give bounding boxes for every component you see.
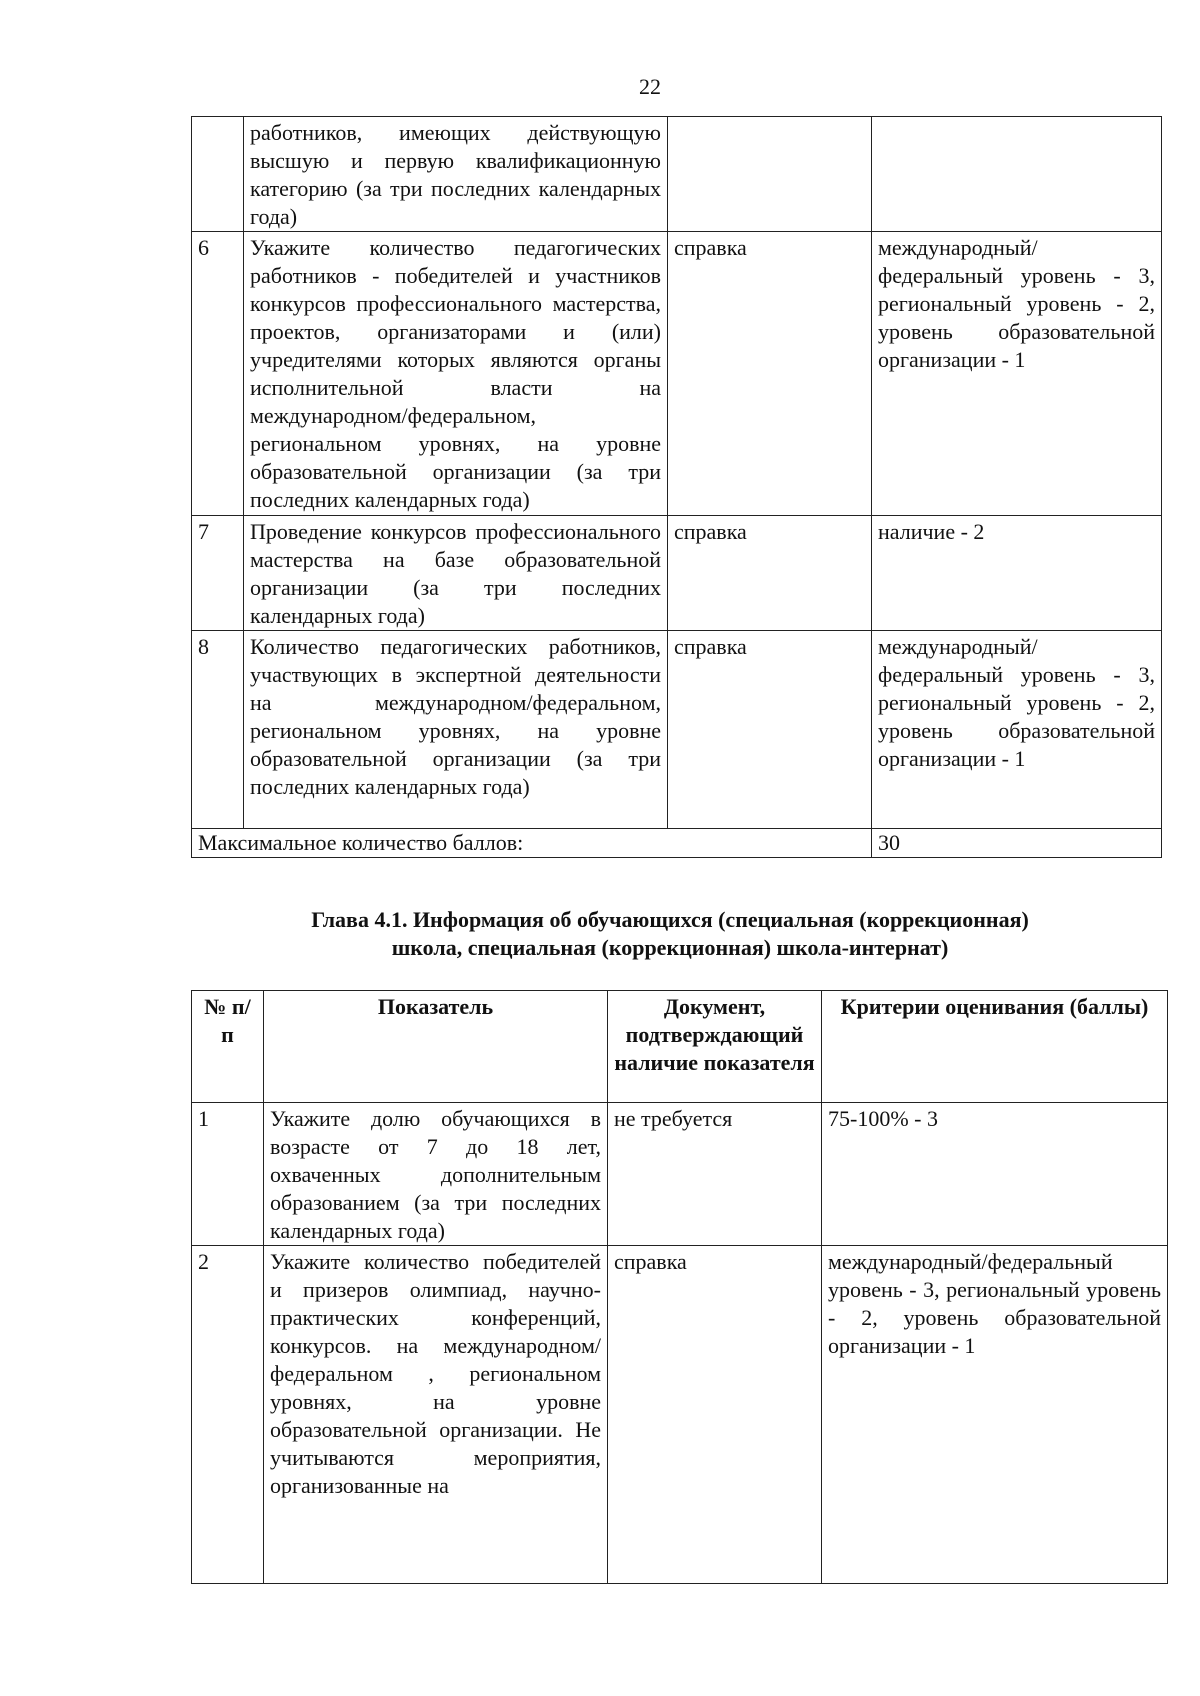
header-number: № п/п <box>192 991 264 1103</box>
table-row <box>192 1103 1168 1246</box>
table-row <box>192 631 1162 829</box>
document-cell: справка <box>668 516 872 631</box>
row-number: 7 <box>192 516 244 631</box>
header-criteria: Критерии оценивания (баллы) <box>822 991 1168 1103</box>
chapter-title <box>220 906 1120 962</box>
document-cell: справка <box>668 631 872 829</box>
row-number: 1 <box>192 1103 264 1246</box>
table-row <box>192 1246 1168 1584</box>
chapter-title-line-1: Глава 4.1. Информация об обучающихся (специальная (коррекционная) <box>311 907 1029 932</box>
row-number: 8 <box>192 631 244 829</box>
page-number: 22 <box>639 74 661 99</box>
criteria-cell <box>872 117 1162 232</box>
indicator-cell: Укажите количество педагогических работников - победителей и участников конкурсов профессионального мастерства, проектов, организаторами и (или) учредителями которых являются органы исполнительной власти на международном/федеральном, региональном уровнях, на уровне образовательной организации (за три последних календарных года) <box>244 232 668 516</box>
document-cell: справка <box>608 1246 822 1584</box>
indicator-cell: Проведение конкурсов профессионального мастерства на базе образовательной организации (за три последних календарных года) <box>244 516 668 631</box>
table-row <box>192 117 1162 232</box>
table-row <box>192 232 1162 516</box>
header-document: Документ, подтверждающий наличие показателя <box>608 991 822 1103</box>
chapter-title-line-2: школа, специальная (коррекционная) школа-интернат) <box>391 935 949 960</box>
indicator-cell: Укажите количество победителей и призеров олимпиад, научно-практических конференций, конкурсов. на международном/федеральном , региональном уровнях, на уровне образовательной организации. Не учитываются мероприятия, организованные на <box>264 1246 608 1584</box>
max-score-label: Максимальное количество баллов: <box>192 829 872 858</box>
max-score-row <box>192 829 1162 858</box>
criteria-table-continued <box>191 116 1162 858</box>
header-indicator: Показатель <box>264 991 608 1103</box>
row-number: 6 <box>192 232 244 516</box>
table-row <box>192 516 1162 631</box>
document-cell: справка <box>668 232 872 516</box>
criteria-cell: 75-100% - 3 <box>822 1103 1168 1246</box>
indicator-cell: Количество педагогических работников, участвующих в экспертной деятельности на международном/федеральном, региональном уровнях, на уровне образовательной организации (за три последних календарных года) <box>244 631 668 829</box>
document-cell: не требуется <box>608 1103 822 1246</box>
row-number <box>192 117 244 232</box>
criteria-cell: наличие - 2 <box>872 516 1162 631</box>
criteria-cell: международный/федеральный уровень - 3, региональный уровень - 2, уровень образовательной организации - 1 <box>872 232 1162 516</box>
students-criteria-table <box>191 990 1168 1584</box>
criteria-cell: международный/федеральный уровень - 3, региональный уровень - 2, уровень образовательной организации - 1 <box>822 1246 1168 1584</box>
indicator-cell: Укажите долю обучающихся в возрасте от 7 до 18 лет, охваченных дополнительным образованием (за три последних календарных года) <box>264 1103 608 1246</box>
indicator-cell: работников, имеющих действующую высшую и первую квалификационную категорию (за три последних календарных года) <box>244 117 668 232</box>
criteria-cell: международный/федеральный уровень - 3, региональный уровень - 2, уровень образовательной организации - 1 <box>872 631 1162 829</box>
table-header-row <box>192 991 1168 1103</box>
max-score-value: 30 <box>872 829 1162 858</box>
row-number: 2 <box>192 1246 264 1584</box>
document-cell <box>668 117 872 232</box>
